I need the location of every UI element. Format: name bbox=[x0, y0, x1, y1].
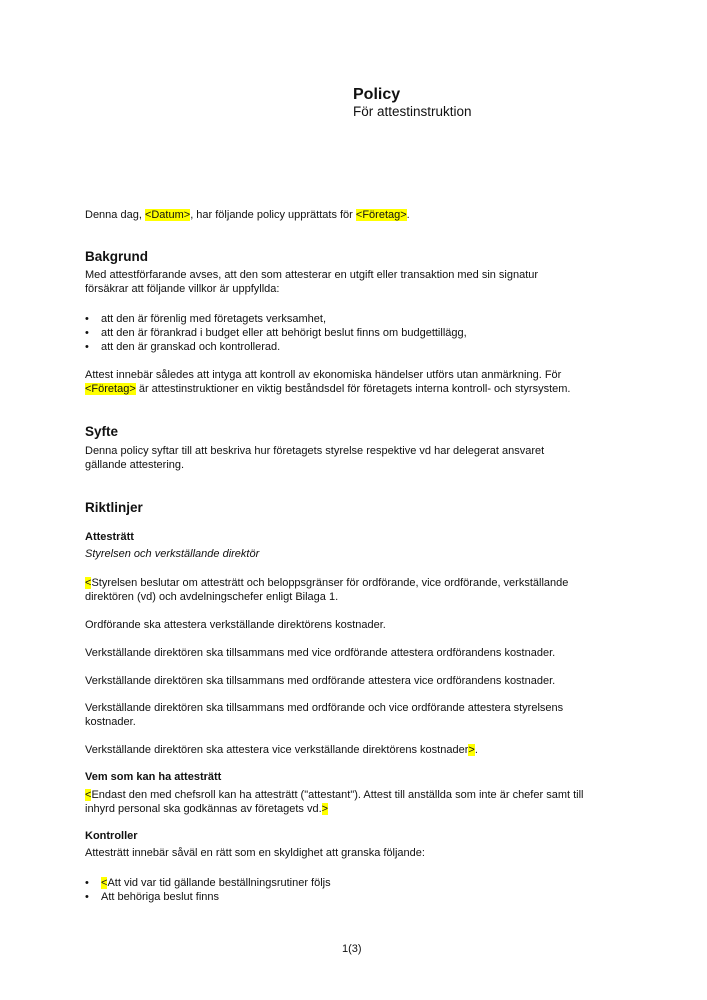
vem-para-line bbox=[85, 802, 328, 816]
attestratt-para: Verkställande direktören ska tillsammans med ordförande attestera vice ordförandens kostnader. bbox=[85, 675, 556, 687]
intro-text-after: . bbox=[406, 209, 410, 221]
subheading-styrelsen-vd: Styrelsen och verkställande direktör bbox=[85, 548, 260, 560]
placeholder-foretag[interactable]: <Företag> bbox=[85, 383, 136, 395]
vem-line2-text: inhyrd personal ska godkännas av företagets vd. bbox=[85, 803, 322, 815]
list-item-text: att den är förankrad i budget eller att behörigt beslut finns om budgettillägg, bbox=[101, 327, 467, 339]
attestratt-para bbox=[85, 743, 478, 757]
intro-text-before: Denna dag, bbox=[85, 209, 145, 221]
list-item-text: att den är granskad och kontrollerad. bbox=[101, 341, 281, 353]
attestratt-p1-text: Styrelsen beslutar om attesträtt och beloppsgränser för ordförande, vice ordförande, verkställande bbox=[91, 577, 569, 589]
list-item bbox=[85, 340, 281, 354]
syfte-para-line: Denna policy syftar till att beskriva hur företagets styrelse respektive vd har delegerat ansvaret bbox=[85, 445, 545, 457]
list-item bbox=[85, 326, 467, 340]
bullet-icon: • bbox=[85, 327, 89, 339]
attestratt-para-line bbox=[85, 576, 568, 590]
vem-para-line bbox=[85, 788, 583, 802]
heading-bakgrund: Bakgrund bbox=[85, 249, 149, 264]
attestratt-para-line: Verkställande direktören ska tillsammans med ordförande och vice ordförande attestera styrelsens bbox=[85, 702, 564, 714]
vem-line1-text: Endast den med chefsroll kan ha attesträtt ("attestant"). Attest till anställda som inte är chefer samt till bbox=[91, 789, 584, 801]
placeholder-open-marker[interactable]: < bbox=[101, 877, 108, 889]
heading-kontroller: Kontroller bbox=[85, 830, 138, 842]
bullet-icon: • bbox=[85, 341, 89, 353]
attestratt-para: Ordförande ska attestera verkställande direktörens kostnader. bbox=[85, 619, 386, 631]
bakgrund-para-line: försäkrar att följande villkor är uppfyllda: bbox=[85, 283, 280, 295]
placeholder-datum[interactable]: <Datum> bbox=[144, 209, 191, 221]
placeholder-close-marker[interactable]: > bbox=[468, 744, 475, 756]
kontroller-bullet-text: Att vid var tid gällande beställningsrutiner följs bbox=[107, 877, 331, 889]
attestratt-para: Verkställande direktören ska tillsammans med vice ordförande attestera ordförandens kostnader. bbox=[85, 647, 556, 659]
bullet-icon: • bbox=[85, 313, 89, 325]
document-title: Policy bbox=[353, 86, 401, 103]
heading-syfte: Syfte bbox=[85, 424, 119, 439]
bakgrund-para2-line: Attest innebär således att intyga att kontroll av ekonomiska händelser utförs utan anmärkning. För bbox=[85, 369, 562, 381]
attestratt-p6-text: Verkställande direktören ska attestera vice verkställande direktörens kostnader bbox=[85, 744, 469, 756]
placeholder-close-marker[interactable]: > bbox=[321, 803, 329, 815]
list-item-text: Att behöriga beslut finns bbox=[101, 891, 220, 903]
bakgrund-para2-rest: är attestinstruktioner en viktig beståndsdel för företagets interna kontroll- och styrsystem. bbox=[135, 383, 571, 395]
bullet-icon: • bbox=[85, 877, 89, 889]
kontroller-para: Attesträtt innebär såväl en rätt som en skyldighet att granska följande: bbox=[85, 847, 425, 859]
bullet-icon: • bbox=[85, 891, 89, 903]
list-item-text: att den är förenlig med företagets verksamhet, bbox=[101, 313, 327, 325]
document-subtitle: För attestinstruktion bbox=[353, 104, 472, 119]
heading-vem-som-kan-ha-attestratt: Vem som kan ha attesträtt bbox=[85, 771, 222, 783]
list-item-text bbox=[101, 876, 331, 890]
list-item bbox=[85, 312, 327, 326]
list-item bbox=[85, 876, 331, 890]
placeholder-open-marker[interactable]: < bbox=[85, 577, 92, 589]
list-item bbox=[85, 890, 220, 904]
attestratt-para-line: kostnader. bbox=[85, 716, 136, 728]
intro-text-middle: , har följande policy upprättats för bbox=[190, 209, 356, 221]
intro-paragraph bbox=[85, 208, 410, 222]
placeholder-foretag[interactable]: <Företag> bbox=[355, 209, 407, 221]
attestratt-p6-end: . bbox=[474, 744, 478, 756]
syfte-para-line: gällande attestering. bbox=[85, 459, 185, 471]
heading-riktlinjer: Riktlinjer bbox=[85, 500, 143, 515]
bakgrund-para-line: Med attestförfarande avses, att den som attesterar en utgift eller transaktion med sin signatur bbox=[85, 269, 539, 281]
heading-attestratt: Attesträtt bbox=[85, 531, 134, 543]
placeholder-open-marker[interactable]: < bbox=[85, 789, 92, 801]
bakgrund-para2-line bbox=[85, 382, 570, 396]
page-number: 1(3) bbox=[342, 943, 362, 955]
attestratt-para-line: direktören (vd) och avdelningschefer enligt Bilaga 1. bbox=[85, 591, 339, 603]
